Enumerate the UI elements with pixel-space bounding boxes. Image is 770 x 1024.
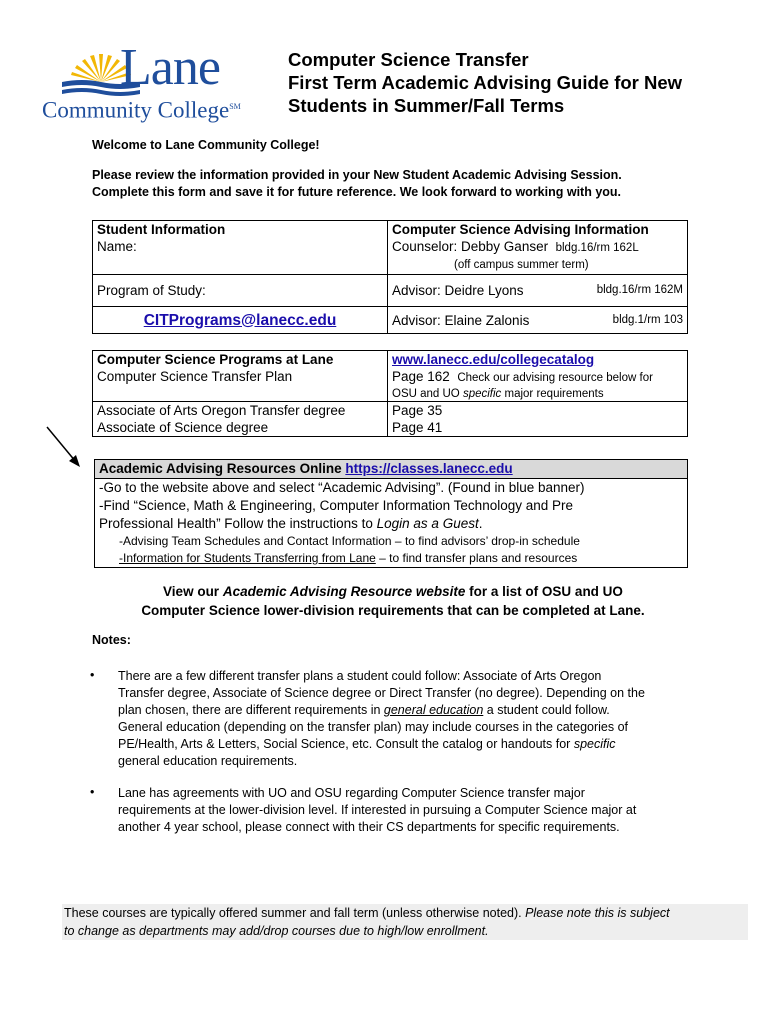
advising-info-cell: [388, 221, 688, 275]
transfer-plan-label: Computer Science Transfer Plan: [97, 369, 293, 384]
catalog-link[interactable]: www.lanecc.edu/collegecatalog: [392, 352, 595, 367]
student-info-table: [92, 220, 688, 334]
transfer-plan-page: Page 162 Check our advising resource below for: [392, 369, 653, 384]
as-page: Page 41: [392, 420, 443, 435]
logo-subtitle: Community College℠: [42, 97, 241, 123]
programs-table: [92, 350, 688, 437]
welcome-text: Welcome to Lane Community College!: [92, 138, 320, 152]
transfer-plan-note: OSU and UO specific major requirements: [392, 388, 604, 400]
pointer-arrow-icon: [44, 424, 84, 470]
logo-wordmark: Lane: [120, 39, 220, 96]
advisor-1-cell: Advisor: Deidre Lyons bldg.16/rm 162M: [388, 275, 688, 307]
aaot-page: Page 35: [392, 403, 443, 418]
degree-pages-cell: [388, 402, 688, 437]
resources-line-2: -Find “Science, Math & Engineering, Computer Information Technology and Pre: [99, 498, 574, 513]
degree-names-cell: [93, 402, 388, 437]
notes-heading: Notes:: [92, 633, 131, 647]
resources-sub-2: -Information for Students Transferring from Lane – to find transfer plans and resources: [119, 551, 578, 565]
email-link[interactable]: CITPrograms@lanecc.edu: [143, 311, 337, 329]
email-cell: [93, 307, 388, 334]
name-label: Name:: [97, 239, 137, 254]
page-title: Computer Science Transfer First Term Academic Advising Guide for New Students in Summer/Fall Terms: [288, 49, 683, 116]
student-info-header: Student Information: [97, 222, 226, 237]
counselor-row: Counselor: Debby Ganser bldg.16/rm 162L: [392, 239, 639, 254]
intro-line-2: Complete this form and save it for future reference. We look forward to working with you.: [92, 185, 622, 199]
note-1: There are a few different transfer plans a student could follow: Associate of Arts Oregon Transfer degree, Associate of Science degree or Direct Transfer (no degree). Depending on the plan chosen, there are different requirements in general education a student could follow. General education (depending on the transfer plan) may include courses in the categories of PE/Health, Arts & Letters, Social Science, etc. Consult the catalog or handouts for specific general education requirements.: [118, 669, 645, 768]
intro-line-1: Please review the information provided in your New Student Academic Advising Session.: [92, 168, 622, 182]
callout-line-2: Computer Science lower-division requirements that can be completed at Lane.: [141, 603, 645, 618]
note-2: Lane has agreements with UO and OSU regarding Computer Science transfer major requirements at the lower-division level. If interested in pursuing a Computer Science major at another 4 year school, please connect with their CS departments for specific requirements.: [118, 786, 637, 834]
programs-left-cell: [93, 351, 388, 402]
resources-line-3: Professional Health” Follow the instructions to Login as a Guest.: [99, 516, 483, 531]
programs-right-cell: [388, 351, 688, 402]
as-label: Associate of Science degree: [97, 420, 269, 435]
program-of-study-cell: [93, 275, 388, 307]
advising-info-header: Computer Science Advising Information: [392, 222, 649, 237]
programs-header: Computer Science Programs at Lane: [97, 352, 334, 367]
resources-line-1: -Go to the website above and select “Academic Advising”. (Found in blue banner): [99, 480, 585, 495]
college-logo: [42, 39, 262, 123]
student-info-cell: [93, 221, 388, 275]
note-2-bullet: •: [90, 785, 95, 799]
callout-line-1: View our Academic Advising Resource website for a list of OSU and UO: [163, 584, 623, 599]
advisor-2-cell: Advisor: Elaine Zalonis bldg.1/rm 103: [388, 307, 688, 334]
classes-link[interactable]: https://classes.lanecc.edu: [345, 461, 513, 476]
note-1-bullet: •: [90, 668, 95, 682]
footer-disclaimer: These courses are typically offered summer and fall term (unless otherwise noted). Please note this is subject to change as departments may add/drop courses due to high/low enrollment.: [62, 904, 748, 940]
counselor-note: (off campus summer term): [454, 259, 589, 271]
resources-heading: Academic Advising Resources Online https://classes.lanecc.edu: [95, 460, 687, 479]
resources-sub-1: -Advising Team Schedules and Contact Information – to find advisors’ drop-in schedule: [119, 534, 580, 548]
aaot-label: Associate of Arts Oregon Transfer degree: [97, 403, 346, 418]
program-label: Program of Study:: [97, 283, 206, 298]
advising-resources-box: [94, 459, 688, 568]
